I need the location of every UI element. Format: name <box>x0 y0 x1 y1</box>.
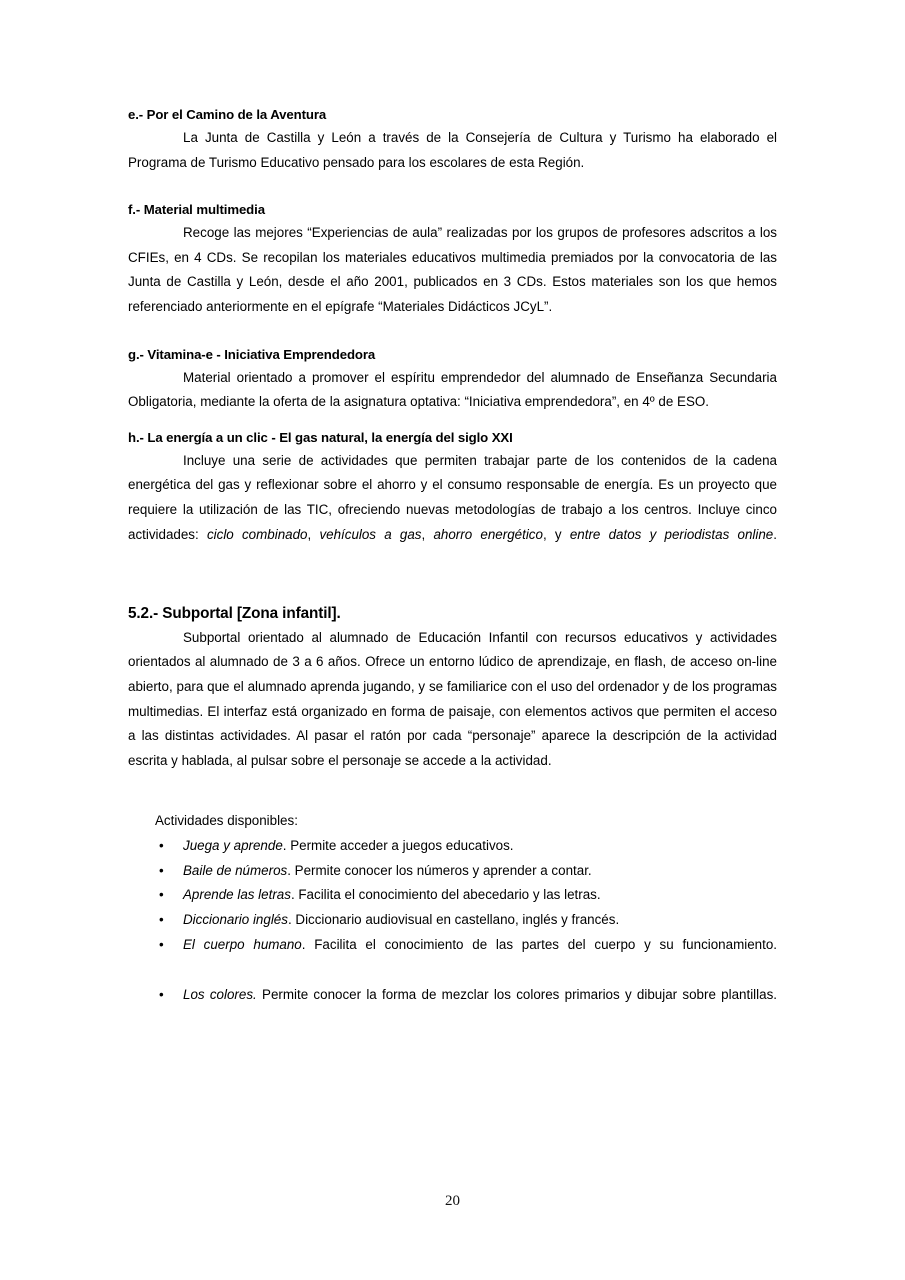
activity-name-ciclo-combinado: ciclo combinado <box>206 526 308 542</box>
list-item <box>128 908 777 933</box>
activity-description: . Permite acceder a juegos educativos. <box>282 837 514 853</box>
list-item <box>128 883 777 908</box>
bullet-icon: • <box>159 986 164 1002</box>
section-gap <box>128 175 777 199</box>
bullet-icon: • <box>159 837 164 853</box>
bullet-icon: • <box>159 912 164 928</box>
separator: , <box>307 526 320 542</box>
activity-description: . Facilita el conocimiento de las partes del cuerpo y su funcionamiento. <box>301 937 777 953</box>
section-gap <box>128 320 777 344</box>
activity-name-entre-datos: entre datos y periodistas online <box>569 526 774 542</box>
activities-list <box>128 834 777 1032</box>
list-gap <box>128 773 777 809</box>
activity-name-vehiculos-a-gas: vehículos a gas <box>319 526 422 542</box>
section-body-g: Material orientado a promover el espíritu emprendedor del alumnado de Enseñanza Secundaria Obligatoria, mediante la oferta de la asignatura optativa: “Iniciativa emprendedora”, en 4º de ESO. <box>128 369 777 410</box>
section-heading-f: f.- Material multimedia <box>128 202 265 218</box>
section-body-e: La Junta de Castilla y León a través de la Consejería de Cultura y Turismo ha elaborado el Programa de Turismo Educativo pensado para los escolares de esta Región. <box>128 130 777 170</box>
separator: , <box>421 526 434 542</box>
activity-title: Juega y aprende <box>183 837 283 853</box>
section-heading-h: h.- La energía a un clic - El gas natural, la energía del siglo XXI <box>128 429 513 445</box>
activity-title: Aprende las letras <box>183 887 291 903</box>
activity-title: Baile de números <box>183 862 288 878</box>
activities-list-lead: Actividades disponibles: <box>155 813 298 829</box>
activity-description: . Permite conocer los números y aprender a contar. <box>287 862 592 878</box>
list-item <box>128 983 777 1033</box>
sentence-period: . <box>773 526 777 542</box>
page-number: 20 <box>445 1193 460 1209</box>
subsection-body: Subportal orientado al alumnado de Educación Infantil con recursos educativos y actividades orientados al alumnado de 3 a 6 años. Ofrece un entorno lúdico de aprendizaje, en flash, de acceso on-line abierto, para que el alumnado aprenda jugando, y se familiarice con el uso del ordenador y de los programas multimedias. El interfaz está organizado en forma de paisaje, con elementos activos que permiten el acceso a las distintas actividades. Al pasar el ratón por cada “personaje” aparece la descripción de la actividad escrita y hablada, al pulsar sobre el personaje se accede a la actividad. <box>128 629 777 768</box>
activity-title: Diccionario inglés <box>183 912 288 928</box>
bullet-icon: • <box>159 937 164 953</box>
page-content <box>128 104 777 1032</box>
list-item <box>128 933 777 983</box>
activity-title: El cuerpo humano <box>183 937 302 953</box>
activity-name-ahorro-energetico: ahorro energético <box>433 526 543 542</box>
list-item <box>128 834 777 859</box>
activity-description: Permite conocer la forma de mezclar los colores primarios y dibujar sobre plantillas. <box>256 986 777 1002</box>
list-item <box>128 859 777 884</box>
section-heading-e: e.- Por el Camino de la Aventura <box>128 107 327 122</box>
activity-title: Los colores. <box>183 986 257 1002</box>
section-gap <box>128 415 777 427</box>
subsection-heading-5-2: 5.2.- Subportal [Zona infantil]. <box>128 604 341 622</box>
separator: , y <box>542 526 570 542</box>
activity-description: . Facilita el conocimiento del abecedario y las letras. <box>290 887 601 903</box>
subsection-gap <box>128 572 777 602</box>
section-body-h <box>128 449 777 572</box>
bullet-icon: • <box>159 887 164 903</box>
section-body-h-text: Incluye una serie de actividades que permiten trabajar parte de los contenidos de la cadena energética del gas y reflexionar sobre el ahorro y el consumo responsable de energía. Es un proyecto que requiere la utilización de las TIC, ofreciendo nuevas metodologías de trabajo a los centros. Incluye cinco actividades: <box>128 452 777 542</box>
activity-description: . Diccionario audiovisual en castellano, inglés y francés. <box>287 912 620 928</box>
section-body-f: Recoge las mejores “Experiencias de aula” realizadas por los grupos de profesores adscritos a los CFIEs, en 4 CDs. Se recopilan los materiales educativos multimedia premiados por la convocatoria de las Junta de Castilla y León, desde el año 2001, publicados en 3 CDs. Estos materiales son los que hemos referenciado anteriormente en el epígrafe “Materiales Didácticos JCyL”. <box>128 225 777 314</box>
bullet-icon: • <box>159 862 164 878</box>
section-heading-g: g.- Vitamina-e - Iniciativa Emprendedora <box>128 346 376 362</box>
